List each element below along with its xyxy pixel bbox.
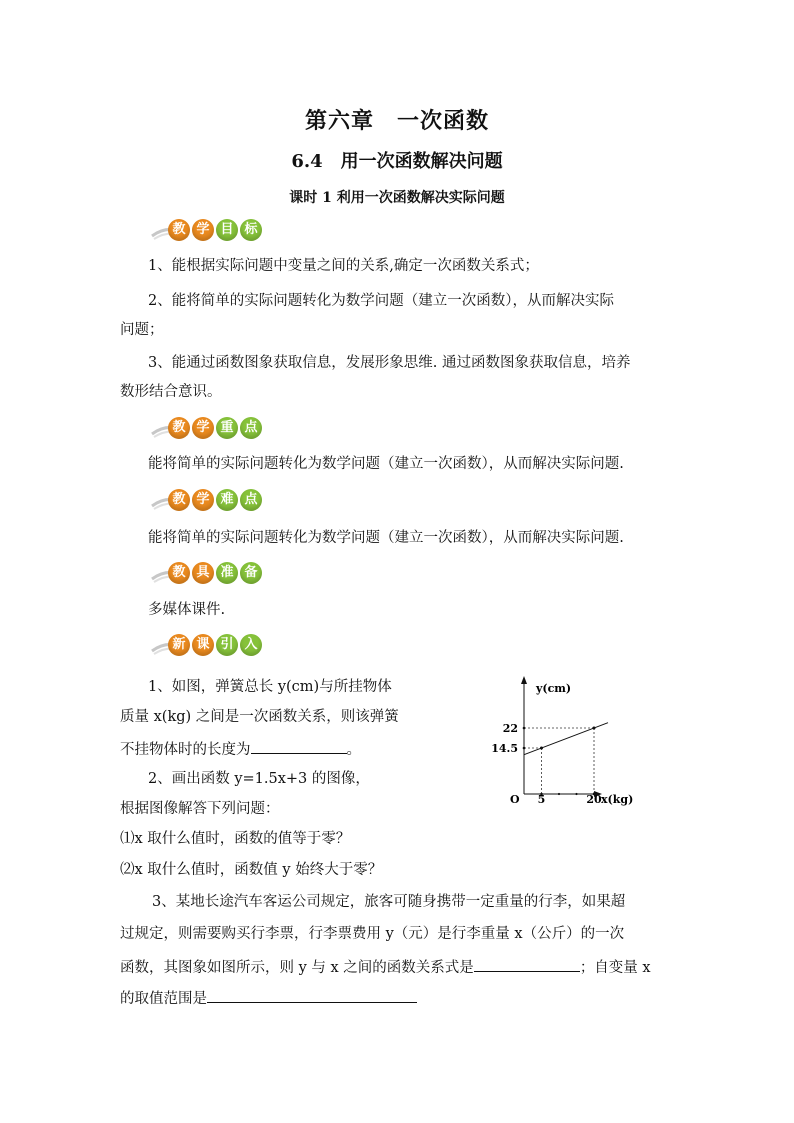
question-3-line-4 [120, 986, 417, 1009]
header-char: 学 [192, 219, 214, 241]
header-char: 教 [168, 417, 190, 439]
objective-2-cont: 问题； [120, 322, 164, 338]
objective-1: 1、能根据实际问题中变量之间的关系,确定一次函数关系式； [148, 258, 539, 274]
header-char: 教 [168, 219, 190, 241]
lesson-title: 课时 1 利用一次函数解决实际问题 [289, 190, 505, 206]
question-3-text-3: 的取值范围是 [120, 991, 207, 1007]
header-char: 教 [168, 562, 190, 584]
answer-blank-2[interactable] [474, 955, 580, 972]
section-header-key-points [150, 416, 280, 442]
objective-3: 3、能通过函数图象获取信息，发展形象思维. 通过函数图象获取信息，培养 [148, 355, 631, 371]
y-axis-arrow-icon [521, 676, 527, 684]
header-char: 重 [216, 417, 238, 439]
question-1-line-3 [120, 737, 361, 760]
key-points-text: 能将简单的实际问题转化为数学问题（建立一次函数），从而解决实际问题. [148, 456, 624, 472]
question-3-line-2: 过规定，则需要购买行李票，行李票费用 y（元）是行李重量 x（公斤）的一次 [120, 926, 625, 942]
answer-blank-1[interactable] [251, 737, 347, 754]
header-char: 学 [192, 489, 214, 511]
question-1-line-1: 1、如图，弹簧总长 y(cm)与所挂物体 [148, 679, 392, 695]
question-3-text-2: ；自变量 x [579, 960, 651, 976]
question-2-line-1: 2、画出函数 y=1.5x+3 的图像， [148, 771, 370, 787]
x-axis-label: x(kg) [601, 793, 634, 806]
question-2-line-2: 根据图像解答下列问题： [120, 801, 280, 817]
question-1-text: 不挂物体时的长度为 [120, 742, 251, 758]
origin-label: O [510, 793, 520, 806]
tools-text: 多媒体课件. [148, 602, 226, 618]
y-axis-label: y(cm) [536, 682, 572, 695]
header-char: 难 [216, 489, 238, 511]
spring-graph [470, 672, 650, 812]
objective-3-cont: 数形结合意识。 [120, 384, 222, 400]
chapter-title: 第六章 一次函数 [304, 108, 489, 134]
y-tick-label: 14.5 [491, 742, 518, 755]
answer-blank-3[interactable] [207, 986, 417, 1003]
header-char: 课 [192, 634, 214, 656]
question-2-part-2: ⑵x 取什么值时，函数值 y 始终大于零？ [120, 862, 383, 878]
section-header-intro [150, 633, 280, 659]
header-char: 具 [192, 562, 214, 584]
section-header-difficulties [150, 488, 280, 514]
y-tick-label: 22 [502, 722, 518, 735]
header-char: 准 [216, 562, 238, 584]
header-char: 标 [240, 219, 262, 241]
question-1-end: 。 [346, 742, 361, 758]
difficulties-text: 能将简单的实际问题转化为数学问题（建立一次函数），从而解决实际问题. [148, 530, 624, 546]
header-char: 新 [168, 634, 190, 656]
x-axis-dot [575, 793, 577, 795]
data-point [540, 747, 543, 750]
header-char: 教 [168, 489, 190, 511]
header-char: 点 [240, 417, 262, 439]
question-3-line-1: 3、某地长途汽车客运公司规定，旅客可随身携带一定重量的行李，如果超 [152, 894, 626, 910]
question-3-text: 函数，其图象如图所示，则 y 与 x 之间的函数关系式是 [120, 960, 474, 976]
x-tick-label: 20 [586, 793, 602, 806]
header-char: 入 [240, 634, 262, 656]
question-1-line-2: 质量 x(kg) 之间是一次函数关系，则该弹簧 [120, 709, 399, 725]
y-tick-dot [523, 727, 526, 730]
question-3-line-3 [120, 955, 651, 978]
y-tick-dot [523, 747, 526, 750]
question-2-part-1: ⑴x 取什么值时，函数的值等于零？ [120, 831, 351, 847]
header-char: 备 [240, 562, 262, 584]
section-header-objectives [150, 218, 280, 244]
header-char: 学 [192, 417, 214, 439]
header-char: 引 [216, 634, 238, 656]
data-point [593, 727, 596, 730]
section-title: 6.4 用一次函数解决问题 [291, 151, 503, 172]
x-tick-label: 5 [537, 793, 546, 806]
x-axis-dot [558, 793, 560, 795]
header-char: 点 [240, 489, 262, 511]
objective-2: 2、能将简单的实际问题转化为数学问题（建立一次函数），从而解决实际 [148, 293, 614, 309]
header-char: 目 [216, 219, 238, 241]
section-header-tools [150, 561, 280, 587]
